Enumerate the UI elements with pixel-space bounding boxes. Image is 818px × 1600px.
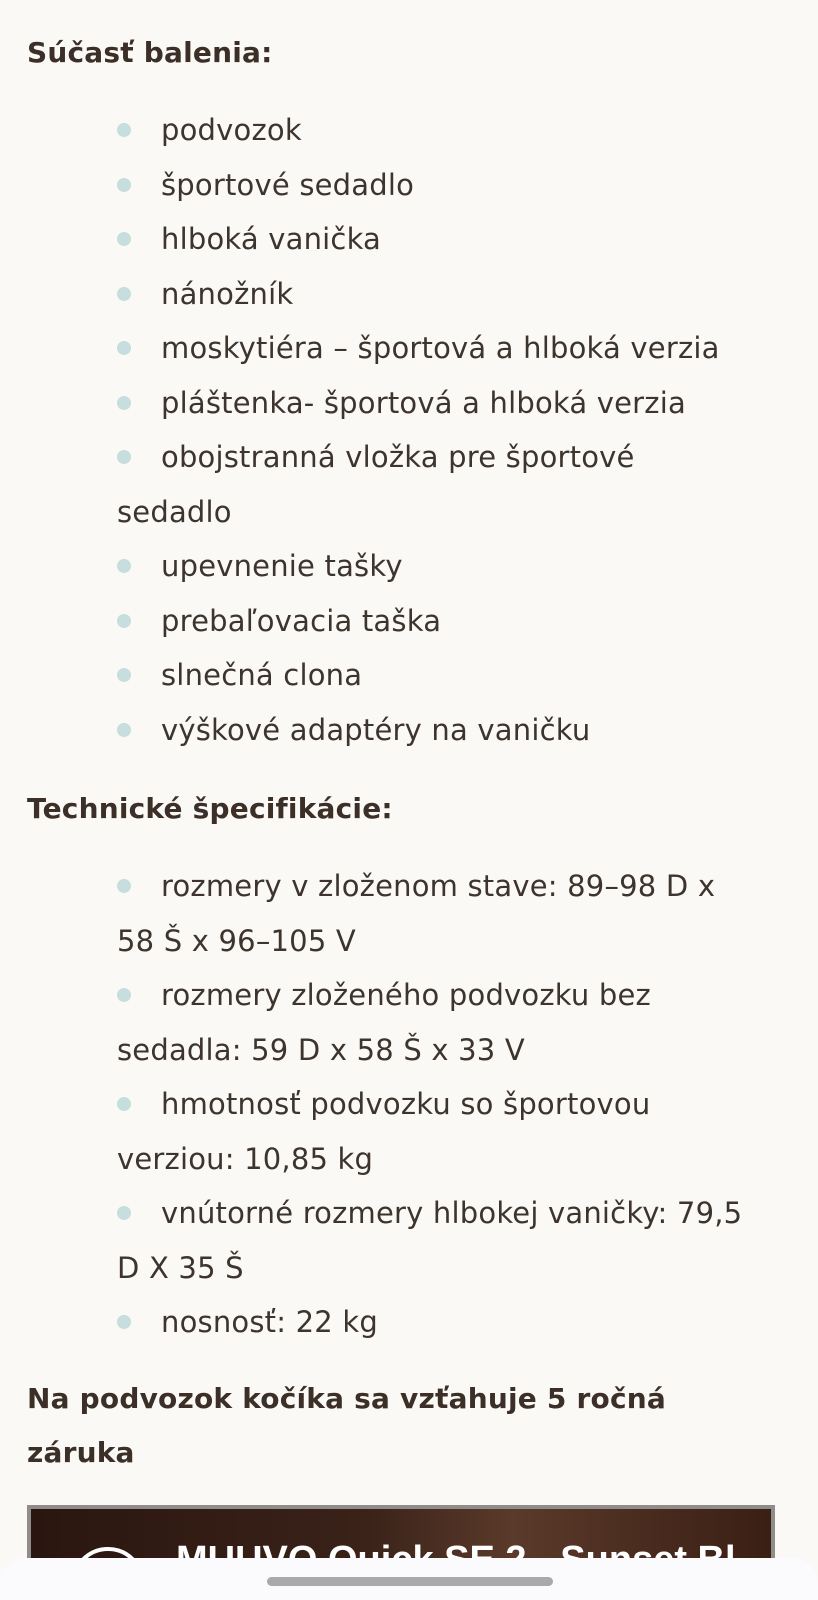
bullet-icon [117,178,131,192]
bullet-icon [117,232,131,246]
bullet-icon [117,1097,131,1111]
list-item: moskytiéra – športová a hlboká verzia [117,321,757,376]
warranty-note: Na podvozok kočíka sa vzťahuje 5 ročná záruka [27,1382,666,1469]
bullet-icon [117,879,131,893]
list-item: obojstranná vložka pre športové sedadlo [117,440,635,529]
list-item: upevnenie tašky [117,539,757,594]
list-item: hmotnosť podvozku so športovou verziou: 10,85 kg [117,1087,651,1176]
bullet-icon [117,1206,131,1220]
bullet-icon [117,396,131,410]
bullet-icon [117,723,131,737]
list-item: nánožník [117,267,757,322]
list-item: prebaľovacia taška [117,594,757,649]
list-item: hlboká vanička [117,212,757,267]
list-item: podvozok [117,103,757,158]
tech-specs-heading: Technické špecifikácie: [27,792,393,825]
bullet-icon [117,1315,131,1329]
bullet-icon [117,559,131,573]
bullet-icon [117,988,131,1002]
tech-specs-list [117,859,757,1350]
list-item: rozmery v zloženom stave: 89–98 D x 58 Š x 96–105 V [117,869,716,958]
bullet-icon [117,450,131,464]
home-indicator[interactable] [267,1577,553,1586]
list-item: slnečná clona [117,648,757,703]
list-item: športové sedadlo [117,158,757,213]
package-contents-list [117,103,757,757]
list-item: pláštenka- športová a hlboká verzia [117,376,757,431]
list-item: výškové adaptéry na vaničku [117,703,757,758]
bullet-icon [117,123,131,137]
list-item: nosnosť: 22 kg [117,1295,757,1350]
list-item: rozmery zloženého podvozku bez sedadla: 59 D x 58 Š x 33 V [117,978,651,1067]
bullet-icon [117,341,131,355]
bullet-icon [117,614,131,628]
list-item: vnútorné rozmery hlbokej vaničky: 79,5 D X 35 Š [117,1196,743,1285]
bullet-icon [117,668,131,682]
bullet-icon [117,287,131,301]
package-contents-heading: Súčasť balenia: [27,36,273,69]
